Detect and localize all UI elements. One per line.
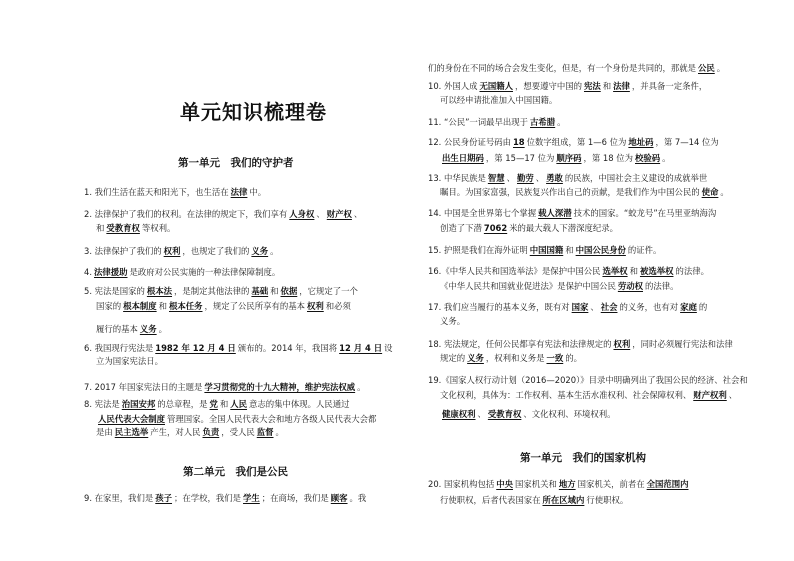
answer-fill: 人民代表大会制度 (98, 414, 165, 424)
answer-fill: 学生 (243, 493, 260, 503)
answer-fill: 法律援助 (94, 267, 128, 277)
question-text: 7. 2017 年国家宪法日的主题是 (84, 382, 203, 392)
question-text: 管理国家。全国人民代表大会和地方各级人民代表大会都 (167, 414, 377, 424)
answer-fill: 负责 (202, 427, 220, 437)
question-line (84, 208, 362, 220)
question-text: 技术的国家。“蛟龙号”在马里亚纳海沟 (573, 208, 717, 218)
unit1-heading: 第一单元 我们的守护者 (178, 157, 294, 169)
question-text: 、 (590, 302, 599, 312)
answer-fill: 民主选举 (114, 427, 149, 437)
question-line (96, 413, 376, 425)
answer-fill: 全国范围内 (646, 479, 689, 489)
answer-fill: 义务 (467, 353, 484, 363)
answer-fill: 权利 (307, 301, 324, 311)
answer-fill: 党 (209, 399, 218, 409)
question-text: 1. 我们生活在蓝天和阳光下，也生活在 (84, 187, 229, 197)
question-text: 等权利。 (141, 223, 176, 233)
question-text: 颁布的。2014 年，我国将 (237, 343, 338, 353)
question-text: 国家的 (96, 301, 122, 311)
question-text: 国家机关和 (514, 479, 557, 489)
question-line (96, 300, 351, 312)
question-text: 。 (716, 63, 726, 73)
question-line (84, 381, 366, 393)
answer-fill: 勤劳 (516, 173, 534, 183)
question-text: 、 (535, 173, 545, 183)
question-text: ，受人民 (221, 427, 255, 437)
answer-fill: 基础 (251, 286, 269, 296)
answer-fill: 地址码 (628, 137, 654, 147)
question-text: 16.《中华人民共和国选举法》是保护中国公民 (428, 266, 601, 276)
question-line (84, 492, 366, 504)
question-text: 和 (219, 399, 229, 409)
question-line (440, 280, 679, 292)
question-line (440, 389, 737, 401)
question-text: 位数字组成，第 1—6 位为 (526, 137, 627, 147)
question-text: 的法律。 (645, 281, 679, 291)
answer-fill: 所在区域内 (542, 495, 585, 505)
answer-fill: 社会 (600, 302, 618, 312)
question-text: 。 (662, 153, 671, 163)
answer-fill: 被选举权 (639, 266, 674, 276)
answer-fill: 载人深潜 (538, 208, 572, 218)
question-text: 和 (158, 301, 167, 311)
question-text: 的。 (565, 353, 582, 363)
answer-fill: 家庭 (680, 302, 697, 312)
answer-fill: 选举权 (602, 266, 628, 276)
question-text: 8. 宪法是 (84, 399, 120, 409)
answer-fill: 依据 (280, 286, 298, 296)
question-text: 6. 我国现行宪法是 (84, 343, 154, 353)
question-text: 和 (565, 245, 574, 255)
question-text: 的民族，中国社会主义建设的成就举世 (564, 173, 708, 183)
question-text: 、 (477, 409, 486, 419)
question-text: 。 (357, 382, 366, 392)
question-text: 义务。 (440, 316, 466, 326)
answer-fill: 勇敢 (546, 173, 563, 183)
question-line (84, 342, 393, 354)
question-text: 国家机关，前者在 (577, 479, 645, 489)
answer-fill: 一致 (546, 353, 564, 363)
question-text: 产生，对人民 (150, 427, 201, 437)
answer-fill: 中国公民身份 (575, 245, 626, 255)
answer-fill: 无国籍人 (479, 81, 513, 91)
answer-fill: 1982 年 12 月 4 日 (155, 343, 236, 353)
question-line (440, 222, 618, 234)
answer-fill: 受教育权 (487, 409, 522, 419)
question-text: ，权利和义务是 (485, 353, 545, 363)
question-text: 13. 中华民族是 (428, 173, 486, 183)
answer-fill: 权利 (613, 339, 631, 349)
question-line (440, 494, 628, 506)
answer-fill: 受教育权 (106, 223, 140, 233)
answer-fill: 使命 (701, 187, 719, 197)
unit3-heading: 第一单元 我们的国家机构 (520, 452, 646, 464)
question-text: 行使职权。 (586, 495, 629, 505)
question-line (440, 152, 671, 164)
question-text: 设 (384, 343, 393, 353)
question-text: 文化权利，具体为：工作权利、基本生活水准权利、社会保障权利、 (440, 390, 692, 400)
question-line (440, 315, 465, 327)
answer-fill: 公民 (698, 63, 715, 73)
question-line (428, 116, 566, 128)
question-text: 是政府对公民实施的一种法律保障制度。 (129, 267, 281, 277)
question-text: ，是制定其他法律的 (174, 286, 250, 296)
question-text: 、 (728, 390, 738, 400)
answer-fill: 宪法 (583, 81, 601, 91)
question-text: 3. 法律保护了我们的 (84, 246, 162, 256)
question-text: ，并具备一定条件， (631, 81, 708, 91)
question-text: 的总章程，是 (157, 399, 208, 409)
question-text: 、 (506, 173, 515, 183)
question-text: 创造了下潜 (440, 223, 482, 233)
answer-fill: 根本法 (146, 286, 173, 296)
answer-fill: 法律 (613, 81, 630, 91)
answer-fill: 中央 (496, 479, 513, 489)
question-line (428, 265, 709, 277)
question-line (84, 186, 266, 198)
question-line (84, 245, 279, 257)
question-line (440, 408, 616, 420)
answer-fill: 出生日期码 (442, 153, 484, 163)
question-text: 可以经申请批准加入中国国籍。 (440, 95, 558, 105)
answer-fill: 人民 (230, 399, 248, 409)
question-text: 、 (316, 209, 325, 219)
question-text: 19.《国家人权行动计划（2016—2020）》目录中明确列出了我国公民的经济、社会和 (428, 375, 748, 385)
question-line (428, 207, 716, 219)
question-line (428, 374, 748, 386)
answer-fill: 中国国籍 (529, 245, 564, 255)
answer-fill: 法律 (230, 187, 248, 197)
question-text: 中。 (249, 187, 267, 197)
question-line (440, 352, 582, 364)
question-text: 的 (698, 302, 708, 312)
question-text: ，第 15—17 位为 (485, 153, 555, 163)
question-text: ，想要遵守中国的 (514, 81, 582, 91)
question-text: ，同时必须履行宪法和法律 (632, 339, 733, 349)
question-text: 立为国家宪法日。 (96, 356, 163, 366)
answer-fill: 孩子 (155, 493, 173, 503)
question-text: 10. 外国人成 (428, 81, 478, 91)
answer-fill: 古希腊 (530, 117, 556, 127)
answer-fill: 18 (512, 137, 525, 147)
answer-fill: 12 月 4 日 (339, 343, 383, 353)
answer-fill: 义务 (251, 246, 269, 256)
answer-fill: 监督 (256, 427, 274, 437)
answer-fill: 地方 (558, 479, 576, 489)
answer-fill: 根本任务 (169, 301, 203, 311)
question-line (96, 222, 175, 234)
question-text: 。 (270, 246, 279, 256)
question-line (428, 172, 707, 184)
question-text: 20. 国家机构包括 (428, 479, 495, 489)
question-text: 和必须 (325, 301, 351, 311)
question-text: 们的身份在不同的场合会发生变化，但是，有一个身份是共同的，那就是 (428, 63, 696, 73)
question-text: 。 (720, 187, 729, 197)
answer-fill: 国家 (571, 302, 589, 312)
question-line (428, 136, 719, 148)
question-text: 的证件。 (627, 245, 662, 255)
question-text: 。 (275, 427, 284, 437)
question-text: 。 (557, 117, 566, 127)
question-text: ，第 7—14 位为 (655, 137, 719, 147)
question-text: 的法律。 (675, 266, 709, 276)
question-text: ；在学校，我们是 (174, 493, 242, 503)
question-text: 和 (270, 286, 279, 296)
answer-fill: 财产权利 (693, 390, 727, 400)
question-text: 的义务，也有对 (619, 302, 679, 312)
answer-fill: 顾客 (330, 493, 348, 503)
question-line (428, 338, 733, 350)
unit2-heading: 第二单元 我们是公民 (183, 466, 288, 478)
question-line (84, 266, 280, 278)
answer-fill: 7062 (483, 223, 508, 233)
question-text: 、 (353, 209, 363, 219)
question-text: 意志的集中体现。人民通过 (249, 399, 350, 409)
question-text: 2. 法律保护了我们的权利。在法律的规定下，我们享有 (84, 209, 288, 219)
question-text: 。 (158, 324, 167, 334)
question-line (96, 355, 163, 367)
question-line (84, 398, 350, 410)
question-text: 。我 (349, 493, 367, 503)
question-text: 5. 宪法是国家的 (84, 286, 145, 296)
question-text: 和 (96, 223, 105, 233)
question-line (96, 323, 167, 335)
question-text: ，也规定了我们的 (182, 246, 250, 256)
question-text: 行使职权，后者代表国家在 (440, 495, 541, 505)
question-line (440, 186, 729, 198)
question-text: 是由 (96, 427, 113, 437)
question-text: 和 (629, 266, 638, 276)
question-text: 9. 在家里，我们是 (84, 493, 154, 503)
question-line (428, 62, 725, 74)
question-text: 履行的基本 (96, 324, 138, 334)
question-line (428, 301, 707, 313)
answer-fill: 权利 (163, 246, 181, 256)
question-line (428, 80, 707, 92)
question-text: ，它规定了一个 (299, 286, 358, 296)
answer-fill: 治国安邦 (121, 399, 156, 409)
question-text: 12. 公民身份证号码由 (428, 137, 511, 147)
question-text: ，规定了公民所享有的基本 (204, 301, 305, 311)
answer-fill: 财产权 (326, 209, 352, 219)
answer-fill: 根本制度 (123, 301, 157, 311)
question-text: 4. (84, 267, 92, 277)
question-text: ，第 18 位为 (583, 153, 633, 163)
question-line (428, 478, 690, 490)
answer-fill: 人身权 (289, 209, 315, 219)
answer-fill: 智慧 (487, 173, 505, 183)
answer-fill: 顺序码 (556, 153, 582, 163)
question-line (428, 244, 661, 256)
question-text: 规定的 (440, 353, 466, 363)
answer-fill: 学习贯彻党的十九大精神，维护宪法权威 (204, 382, 356, 392)
question-line (96, 426, 284, 438)
question-line (84, 285, 358, 297)
answer-fill: 义务 (139, 324, 157, 334)
question-text: ；在商场，我们是 (261, 493, 329, 503)
question-text: 17. 我们应当履行的基本义务，既有对 (428, 302, 570, 312)
question-text: 18. 宪法规定，任何公民都享有宪法和法律规定的 (428, 339, 612, 349)
question-text: 《中华人民共和国就业促进法》是保护中国公民 (440, 281, 616, 291)
question-text: 和 (602, 81, 612, 91)
answer-fill: 健康权利 (442, 409, 476, 419)
answer-fill: 劳动权 (617, 281, 643, 291)
question-text: 15. 护照是我们在海外证明 (428, 245, 528, 255)
question-text: 米的最大载人下潜深度纪录。 (509, 223, 619, 233)
question-text: 瞩目。为国家富强，民族复兴作出自己的贡献，是我们作为中国公民的 (440, 187, 700, 197)
page-title: 单元知识梳理卷 (180, 100, 327, 124)
question-line (440, 94, 557, 106)
question-text: 11. “公民”一词最早出现于 (428, 117, 529, 127)
question-text: 、文化权利、环境权利。 (523, 409, 616, 419)
answer-fill: 校验码 (635, 153, 661, 163)
question-text: 14. 中国是全世界第七个掌握 (428, 208, 537, 218)
